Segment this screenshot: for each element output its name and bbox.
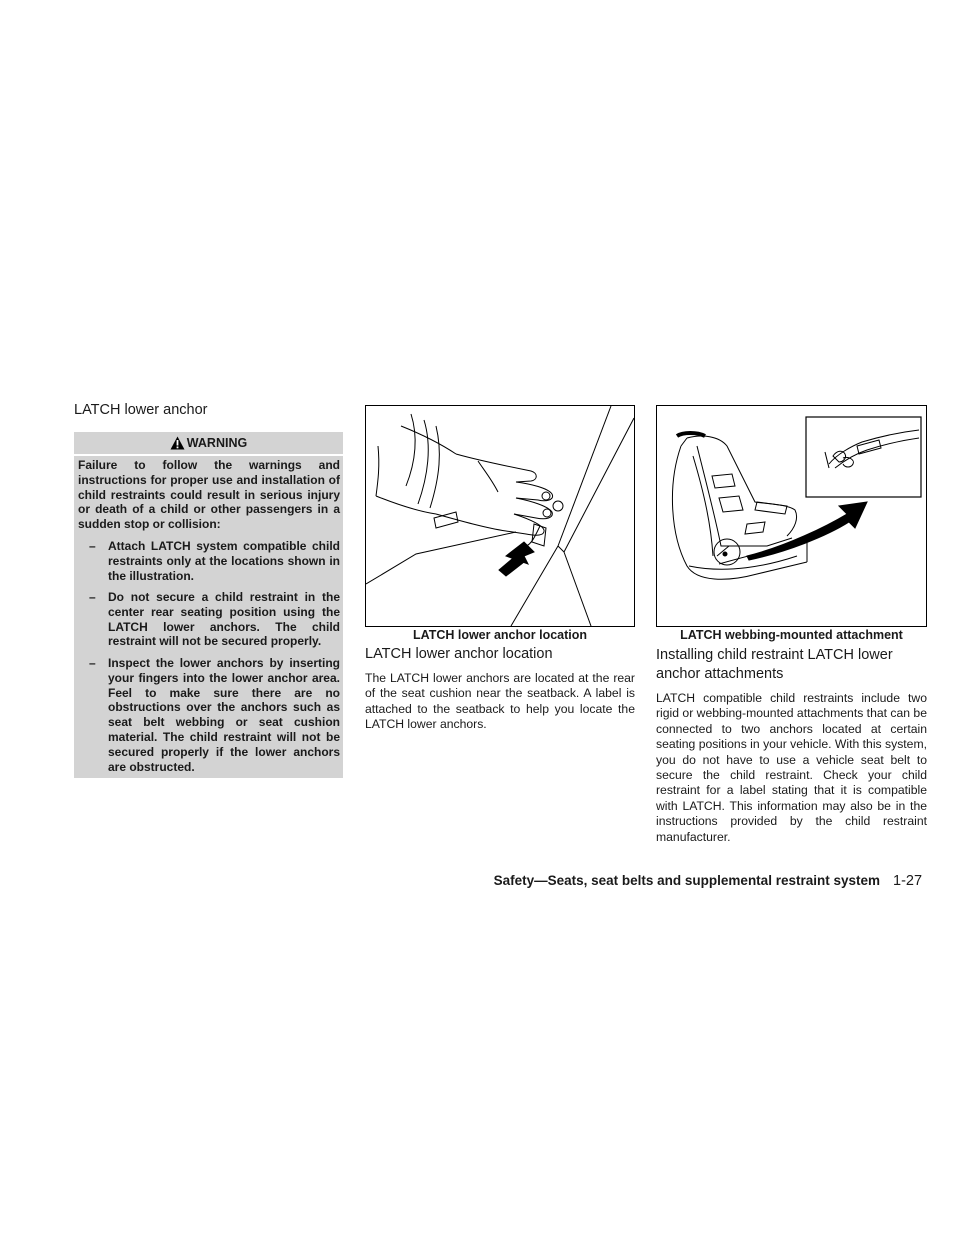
figure-webbing-attachment xyxy=(656,405,927,627)
figure-caption-location: LATCH lower anchor location xyxy=(412,628,588,642)
warning-bullet xyxy=(89,656,340,774)
bullet-text: Attach LATCH system compatible child restraints only at the locations shown in the illustration. xyxy=(108,539,340,583)
warning-header xyxy=(74,432,343,452)
footer-chapter-title: Safety—Seats, seat belts and supplemental restraint system xyxy=(493,873,880,888)
bullet-dash: – xyxy=(89,656,96,670)
warning-separator xyxy=(74,454,343,456)
hand-anchor-illustration xyxy=(366,406,634,626)
installing-heading: Installing child restraint LATCH lower anchor attachments xyxy=(656,647,893,682)
location-heading: LATCH lower anchor location xyxy=(365,646,553,662)
bullet-text: Inspect the lower anchors by inserting your fingers into the lower anchor area. Feel to make sure there are no obstructions over the anchors such as seat belt webbing or seat cushion material. The child restraint will not be secured properly if the lower anchors are obstructed. xyxy=(108,656,340,774)
bullet-text: Do not secure a child restraint in the center rear seating position using the LATCH lower anchors. The child restraint will not be secured properly. xyxy=(108,590,340,649)
section-title: LATCH lower anchor xyxy=(74,402,208,418)
bullet-dash: – xyxy=(89,539,96,553)
bullet-dash: – xyxy=(89,590,96,604)
figure-caption-webbing: LATCH webbing-mounted attachment xyxy=(680,628,903,642)
figure-lower-anchor-location xyxy=(365,405,635,627)
warning-triangle-icon xyxy=(170,436,185,450)
page-number: 1-27 xyxy=(893,873,923,889)
warning-bullet xyxy=(89,590,340,649)
warning-heading: WARNING xyxy=(186,436,248,450)
location-body: The LATCH lower anchors are located at the rear of the seat cushion near the seatback. A label is attached to the seatback to help you locate the LATCH lower anchors. xyxy=(365,671,635,732)
warning-bullet xyxy=(89,539,340,583)
warning-box xyxy=(74,432,343,778)
warning-intro: Failure to follow the warnings and instructions for proper use and installation of child restraints could result in serious injury or death of a child or other passengers in a sudden stop or collision: xyxy=(78,458,340,532)
installing-body: LATCH compatible child restraints include two rigid or webbing-mounted attachments that can be connected to two anchors located at certain seating positions in your vehicle. With this system, you do not have to use a vehicle seat belt to secure the child restraint. Check your child restraint for a label stating that it is compatible with LATCH. This information may also be in the instructions provided by the child restraint manufacturer. xyxy=(656,691,927,844)
seat-webbing-illustration xyxy=(657,406,926,626)
